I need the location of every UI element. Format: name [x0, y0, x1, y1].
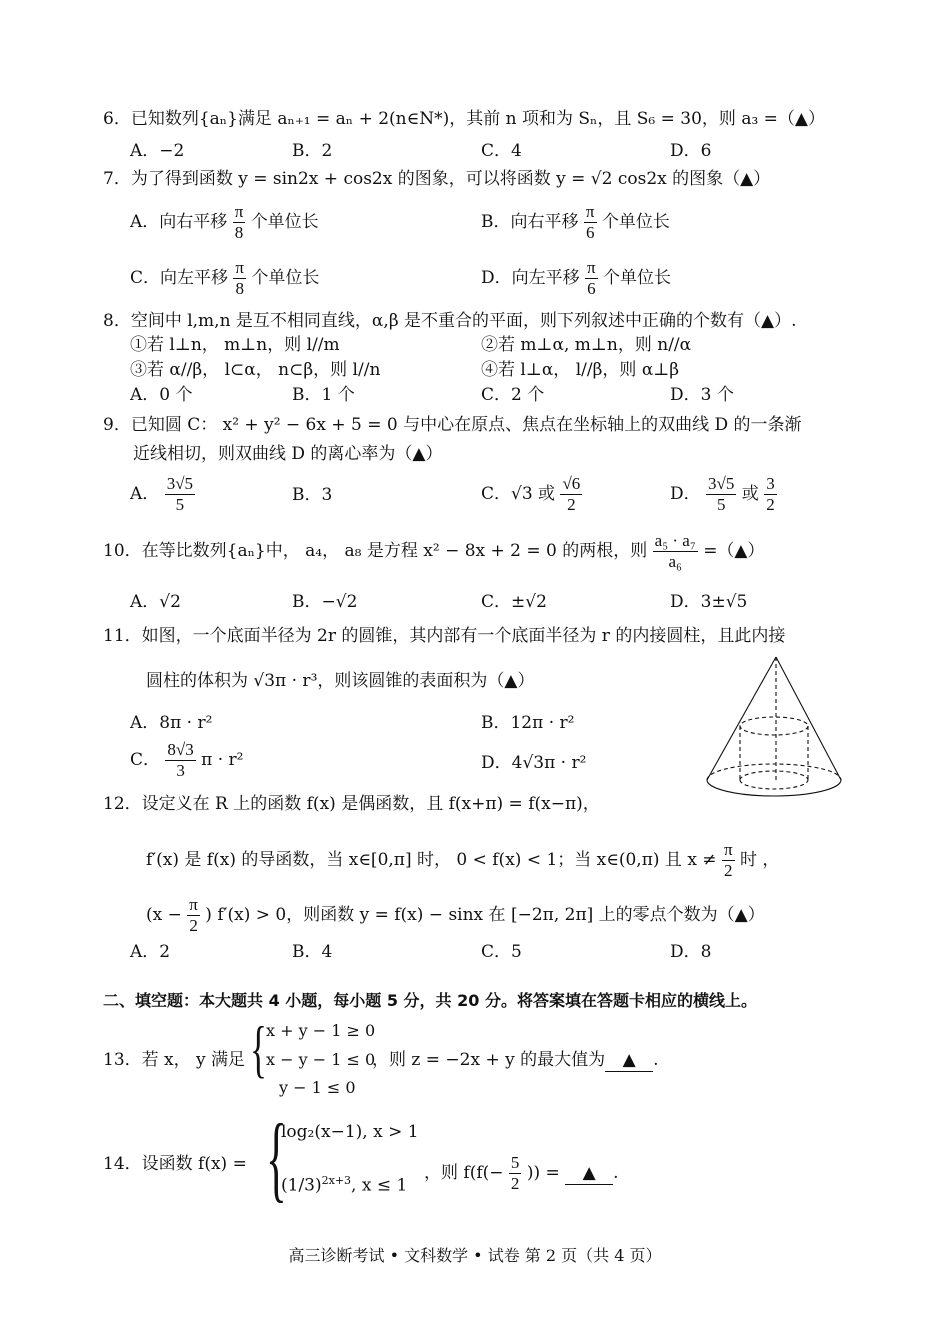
q10-stem: 10．在等比数列{aₙ}中， a₄， a₈ 是方程 x² − 8x + 2 = 0 的两根，则 $\frac{\text{a₅ · a₇}}{\text{a₆}}$ =（▲）	[103, 531, 765, 571]
q13-answer-blank: ▲	[605, 1049, 653, 1072]
cylinder-top	[740, 717, 808, 735]
q12-option-d: D．8	[670, 942, 712, 962]
q6-option-a: A．−2	[130, 141, 185, 161]
q12-option-c: C．5	[481, 942, 522, 962]
q7-option-d: D．向左平移 $\frac{\pi}{6}$ 个单位长	[481, 258, 672, 298]
q10-option-b: B．−√2	[292, 592, 358, 612]
q8-statement-2: ②若 m⊥α, m⊥n，则 n//α	[481, 335, 692, 355]
cone-cylinder-figure	[700, 652, 850, 812]
q8-option-b: B．1 个	[292, 385, 355, 405]
q8-statement-4: ④若 l⊥α， l//β，则 α⊥β	[481, 360, 680, 380]
q7-stem: 7．为了得到函数 y = sin2x + cos2x 的图象，可以将函数 y = √2 cos2x 的图象（▲）	[103, 169, 771, 189]
cone-base-front	[707, 780, 841, 796]
q6-option-c: C．4	[481, 141, 522, 161]
q6-stem: 6．已知数列{aₙ}满足 aₙ₊₁ = aₙ + 2(n∈N*)，其前 n 项和为 Sₙ，且 S₆ = 30，则 a₃ =（▲）	[103, 109, 825, 129]
section-2-heading: 二、填空题：本大题共 4 小题，每小题 5 分，共 20 分。将答案填在答题卡相应的横线上。	[103, 991, 757, 1010]
q12-option-b: B．4	[292, 942, 333, 962]
page-footer: 高三诊断考试 • 文科数学 • 试卷 第 2 页（共 4 页）	[288, 1246, 662, 1265]
q8-statement-1: ①若 l⊥n， m⊥n，则 l//m	[130, 335, 340, 355]
q7-option-a: A．向右平移 $\frac{\pi}{8}$ 个单位长	[130, 202, 319, 242]
q7-option-b: B．向右平移 $\frac{\pi}{6}$ 个单位长	[481, 202, 670, 242]
q12-stem-line1: 12．设定义在 R 上的函数 f(x) 是偶函数，且 f(x+π) = f(x−π)，	[103, 794, 600, 814]
q11-option-b: B．12π · r²	[481, 713, 575, 733]
q11-option-d: D．4√3π · r²	[481, 753, 587, 773]
q9-option-a: A． $\frac{3√5}{5}$	[130, 474, 194, 514]
q8-option-a: A．0 个	[130, 385, 193, 405]
q13-ineq-3: y − 1 ≤ 0	[279, 1078, 356, 1097]
q14-tail: ，则 f(f(− $\frac{5}{2}$ )) = ▲ .	[424, 1153, 619, 1193]
q8-option-d: D．3 个	[670, 385, 734, 405]
cone-left-edge	[707, 657, 776, 780]
q13-brace: {	[250, 1013, 267, 1084]
q11-option-c: C． $\frac{8√3}{3}$ π · r²	[130, 740, 244, 780]
q12-stem-line3: (x − $\frac{\pi}{2}$ ) f′(x) > 0，则函数 y = f(x) − sinx 在 [−2π, 2π] 上的零点个数为（▲）	[146, 895, 765, 935]
q10-option-d: D．3±√5	[670, 592, 748, 612]
q13-ineq-2: x − y − 1 ≤ 0	[266, 1050, 376, 1069]
cylinder-bottom-back	[740, 771, 808, 780]
q9-option-b: B．3	[292, 485, 333, 505]
q7-option-c: C．向左平移 $\frac{\pi}{8}$ 个单位长	[130, 258, 320, 298]
q13-tail: ，则 z = −2x + y 的最大值为 ▲ .	[372, 1050, 659, 1070]
q10-option-c: C．±√2	[481, 592, 547, 612]
q11-stem-line2: 圆柱的体积为 √3π · r³，则该圆锥的表面积为（▲）	[146, 671, 535, 691]
cone-base-back	[707, 764, 841, 780]
q10-option-a: A．√2	[130, 592, 181, 612]
q9-stem-line2: 近线相切，则双曲线 D 的离心率为（▲）	[133, 444, 443, 464]
q6-option-d: D．6	[670, 141, 712, 161]
q14-brace: {	[266, 1104, 287, 1211]
q9-option-d: D． $\frac{3√5}{5}$ 或 $\frac{3}{2}$	[670, 474, 775, 514]
cylinder-bottom-front	[740, 780, 808, 789]
q9-option-c: C．√3 或 $\frac{√6}{2}$	[481, 474, 581, 514]
q8-stem: 8．空间中 l,m,n 是互不相同直线，α,β 是不重合的平面，则下列叙述中正确的个数有（▲）.	[103, 311, 797, 331]
q14-case-2: $(1/3)^{2x+3}$, x ≤ 1	[281, 1174, 408, 1196]
q14-head: 14．设函数 f(x) =	[103, 1154, 247, 1174]
q8-statement-3: ③若 α//β， l⊂α， n⊂β，则 l//n	[130, 360, 381, 380]
q13-head: 13．若 x， y 满足	[103, 1050, 246, 1070]
q8-option-c: C．2 个	[481, 385, 545, 405]
q11-stem-line1: 11．如图，一个底面半径为 2r 的圆锥，其内部有一个底面半径为 r 的内接圆柱，且此内接	[103, 626, 786, 646]
q11-option-a: A．8π · r²	[130, 713, 213, 733]
q12-stem-line2: f′(x) 是 f(x) 的导函数，当 x∈[0,π] 时， 0 < f(x) < 1；当 x∈(0,π) 且 x ≠ $\frac{\pi}{2}$ 时 ，	[146, 840, 780, 880]
q14-answer-blank: ▲	[565, 1162, 613, 1185]
q6-option-b: B．2	[292, 141, 333, 161]
q12-option-a: A．2	[130, 942, 171, 962]
q13-ineq-1: x + y − 1 ≥ 0	[266, 1021, 376, 1040]
q14-case-1: log₂(x−1), x > 1	[281, 1122, 419, 1142]
q9-stem-line1: 9．已知圆 C： x² + y² − 6x + 5 = 0 与中心在原点、焦点在坐标轴上的双曲线 D 的一条渐	[103, 415, 802, 435]
